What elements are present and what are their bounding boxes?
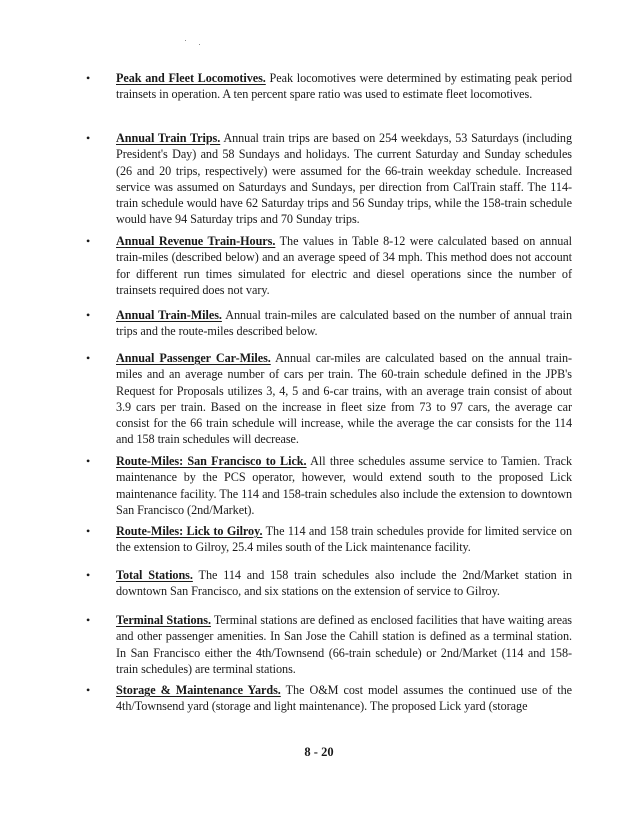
bullet-marker: • xyxy=(86,234,91,248)
bullet-body: The 114 and 158 train schedules provide for limited service on the extension to Gilroy, 25.4 miles south of the Lick maintenance facility. xyxy=(116,524,572,555)
scan-speck xyxy=(199,44,200,45)
bullet-text xyxy=(116,70,572,103)
bullet-marker: • xyxy=(86,454,91,468)
bullet-text xyxy=(116,307,572,340)
bullet-term: Annual Revenue Train-Hours. xyxy=(116,234,276,248)
bullet-text xyxy=(116,130,572,228)
bullet-body: Annual train-miles are calculated based on the number of annual train trips and the route-miles described below. xyxy=(116,308,573,339)
bullet-marker: • xyxy=(86,131,91,145)
bullet-body: Terminal stations are defined as enclosed facilities that have waiting areas and other passenger amenities. In San Jose the Cahill station is defined as a terminal station. In San Francisco either the 4th/Townsend (66-train schedule) or 2nd/Market (114 and 158-train schedules) are terminal stations. xyxy=(116,613,572,676)
bullet-text xyxy=(116,682,572,715)
bullet-body: All three schedules assume service to Tamien. Track maintenance by the PCS operator, however, would extend south to the proposed Lick maintenance facility. The 114 and 158-train schedules also include the extension to downtown San Francisco (2nd/Market). xyxy=(116,454,572,517)
bullet-body: The values in Table 8-12 were calculated based on annual train-miles (described below) and an average speed of 34 mph. This method does not account for different run times simulated for electric and diesel operations since the number of trainsets required does not vary. xyxy=(116,234,572,297)
bullet-marker: • xyxy=(86,71,91,85)
bullet-body: The 114 and 158 train schedules also include the 2nd/Market station in downtown San Francisco, and six stations on the extension of service to Gilroy. xyxy=(116,568,572,599)
bullet-term: Route-Miles: Lick to Gilroy. xyxy=(116,524,263,538)
bullet-term: Storage & Maintenance Yards. xyxy=(116,683,281,697)
bullet-text xyxy=(116,233,572,298)
bullet-marker: • xyxy=(86,613,91,627)
bullet-marker: • xyxy=(86,568,91,582)
bullet-body: Peak locomotives were determined by estimating peak period trainsets in operation. A ten percent spare ratio was used to estimate fleet locomotives. xyxy=(116,71,572,102)
bullet-term: Total Stations. xyxy=(116,568,193,582)
bullet-text xyxy=(116,350,572,448)
bullet-text xyxy=(116,612,572,677)
bullet-text xyxy=(116,523,572,556)
bullet-term: Annual Train Trips. xyxy=(116,131,221,145)
bullet-body: Annual train trips are based on 254 weekdays, 53 Saturdays (including President's Day) and 58 Sundays and holidays. The current Saturday and Sunday schedules (26 and 20 trips, respectively) were assumed for the 66-train weekday schedule. Increased service was assumed on Saturdays and Sundays, per direction from CalTrain staff. The 114-train schedule would have 62 Saturday trips and 56 Sunday trips, while the 158-train schedule would have 94 Saturday trips and 70 Sunday trips. xyxy=(116,131,573,227)
bullet-marker: • xyxy=(86,351,91,365)
bullet-term: Annual Passenger Car-Miles. xyxy=(116,351,271,365)
bullet-term: Route-Miles: San Francisco to Lick. xyxy=(116,454,307,468)
bullet-marker: • xyxy=(86,524,91,538)
bullet-term: Terminal Stations. xyxy=(116,613,211,627)
bullet-term: Peak and Fleet Locomotives. xyxy=(116,71,266,85)
page-number: 8 - 20 xyxy=(304,745,334,759)
bullet-body: Annual car-miles are calculated based on the annual train-miles and an average number of cars per train. The 60-train schedule defined in the JPB's Request for Proposals utilizes 3, 4, 5 and 6-car trains, with an average train consist of about 3.9 cars per train. Based on the increase in fleet size from 73 to 97 cars, the average car consist for the 66 train schedule will increase, while the average the car consists for the 114 and 158 train schedules will decrease. xyxy=(116,351,573,447)
bullet-text xyxy=(116,567,572,600)
scan-speck xyxy=(185,40,186,41)
bullet-body: The O&M cost model assumes the continued use of the 4th/Townsend yard (storage and light maintenance). The proposed Lick yard (storage xyxy=(116,683,572,714)
bullet-marker: • xyxy=(86,683,91,697)
bullet-term: Annual Train-Miles. xyxy=(116,308,222,322)
bullet-text xyxy=(116,453,572,518)
bullet-marker: • xyxy=(86,308,91,322)
